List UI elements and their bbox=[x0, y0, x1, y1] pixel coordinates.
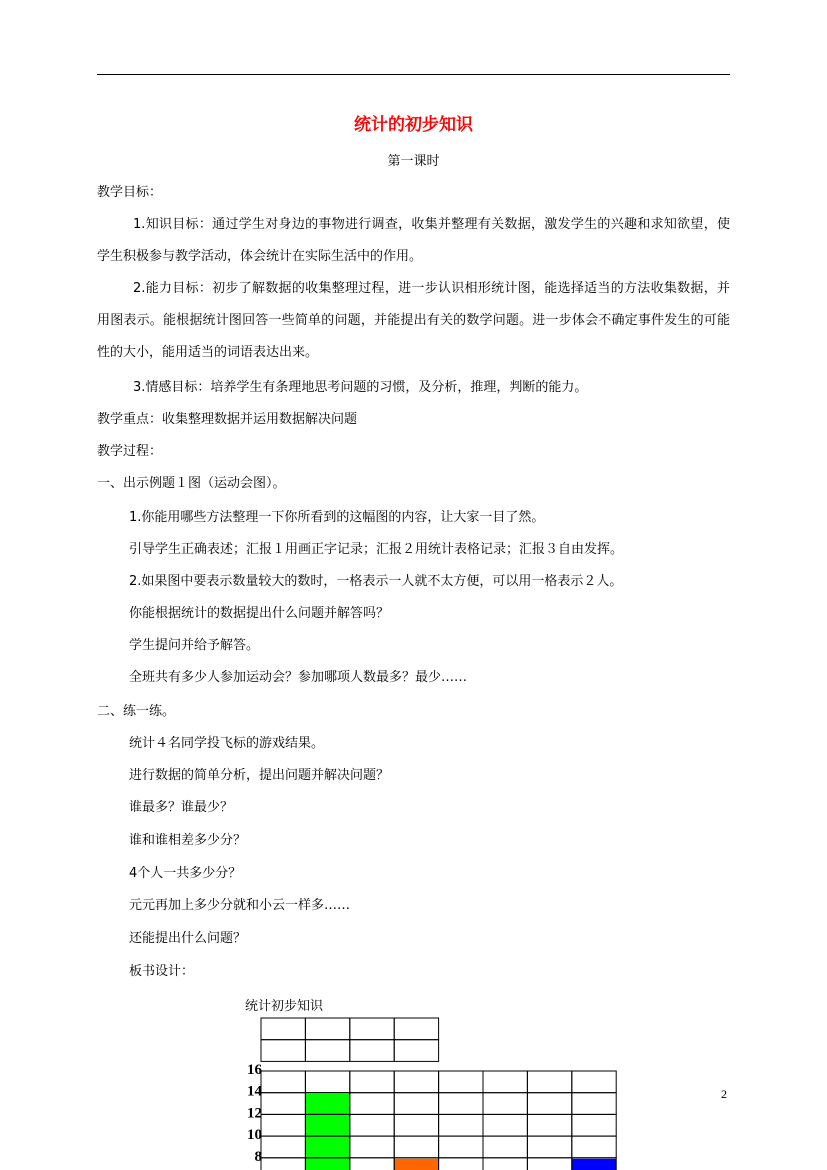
bar bbox=[394, 1159, 438, 1170]
grid-cell bbox=[305, 1071, 349, 1093]
grid-cell bbox=[572, 1114, 616, 1136]
grid-cell bbox=[394, 1093, 438, 1115]
grid-cell bbox=[394, 1071, 438, 1093]
grid-cell bbox=[439, 1114, 483, 1136]
section-2-line: 还能提出什么问题？ bbox=[129, 931, 247, 946]
goal-ability: 2.能力目标：初步了解数据的收集整理过程，进一步认识相形统计图，能选择适当的方法收集数据，并用图表示。能根据统计图回答一些简单的问题，并能提出有关的数学问题。进一步体会不确定事件发生的可能性的大小，能用适当的词语表达出来。 bbox=[97, 281, 730, 360]
process-heading: 教学过程： bbox=[97, 444, 163, 459]
grid-cell bbox=[261, 1136, 305, 1158]
grid-cell bbox=[527, 1158, 571, 1170]
header-cell bbox=[261, 1018, 305, 1040]
grid-cell bbox=[572, 1093, 616, 1115]
grid-cell bbox=[572, 1136, 616, 1158]
goals-heading: 教学目标： bbox=[97, 185, 163, 200]
header-cell bbox=[305, 1018, 349, 1040]
section-2-line: 进行数据的简单分析，提出问题并解决问题？ bbox=[129, 768, 390, 783]
grid-cell bbox=[527, 1136, 571, 1158]
section-1-heading: 一、出示例题１图（运动会图）。 bbox=[97, 476, 286, 491]
page-title: 统计的初步知识 bbox=[354, 115, 473, 135]
grid-cell bbox=[527, 1071, 571, 1093]
grid-cell bbox=[483, 1114, 527, 1136]
header-cell bbox=[350, 1018, 394, 1040]
header-cell bbox=[261, 1040, 305, 1062]
section-1-line: 引导学生正确表述；汇报１用画正字记录；汇报２用统计表格记录；汇报３自由发挥。 bbox=[129, 542, 624, 557]
chart-title: 统计初步知识 bbox=[245, 999, 324, 1014]
grid-cell bbox=[261, 1114, 305, 1136]
y-tick-label: 8 bbox=[254, 1148, 262, 1165]
header-cell bbox=[305, 1040, 349, 1062]
lesson-period: 第一课时 bbox=[387, 154, 440, 169]
grid-cell bbox=[350, 1071, 394, 1093]
key-point: 教学重点：收集整理数据并运用数据解决问题 bbox=[97, 412, 358, 427]
header-cell bbox=[394, 1018, 438, 1040]
goal-emotion: 3.情感目标：培养学生有条理地思考问题的习惯，及分析，推理，判断的能力。 bbox=[133, 380, 588, 395]
goal-knowledge: 1.知识目标：通过学生对身边的事物进行调查，收集并整理有关数据，激发学生的兴趣和求知欲望，使学生积极参与教学活动，体会统计在实际生活中的作用。 bbox=[97, 217, 730, 264]
grid-cell bbox=[350, 1114, 394, 1136]
grid-cell bbox=[394, 1136, 438, 1158]
section-2-line: 4个人一共多少分？ bbox=[129, 866, 242, 881]
y-tick-label: 10 bbox=[247, 1127, 262, 1144]
section-1-line: 你能根据统计的数据提出什么问题并解答吗？ bbox=[129, 606, 390, 621]
bar bbox=[572, 1159, 616, 1170]
section-1-line: 1.你能用哪些方法整理一下你所看到的这幅图的内容，让大家一目了然。 bbox=[129, 510, 545, 525]
section-2-line: 元元再加上多少分就和小云一样多…… bbox=[129, 898, 351, 913]
section-2-line: 谁最多？谁最少？ bbox=[129, 800, 234, 815]
header-cell bbox=[394, 1040, 438, 1062]
section-1-line: 学生提问并给予解答。 bbox=[129, 638, 260, 653]
header-cell bbox=[350, 1040, 394, 1062]
grid-cell bbox=[483, 1136, 527, 1158]
grid-cell bbox=[350, 1158, 394, 1170]
grid-cell bbox=[483, 1158, 527, 1170]
section-2-line: 统计４名同学投飞标的游戏结果。 bbox=[129, 736, 325, 751]
grid-cell bbox=[527, 1093, 571, 1115]
y-tick-label: 14 bbox=[247, 1083, 262, 1100]
grid-cell bbox=[439, 1158, 483, 1170]
grid-cell bbox=[483, 1071, 527, 1093]
bar bbox=[305, 1094, 349, 1170]
grid-cell bbox=[394, 1114, 438, 1136]
grid-cell bbox=[572, 1071, 616, 1093]
grid-cell bbox=[527, 1114, 571, 1136]
section-2-heading: 二、练一练。 bbox=[97, 704, 176, 719]
section-1-line: 全班共有多少人参加运动会？参加哪项人数最多？最少…… bbox=[129, 670, 468, 685]
grid-cell bbox=[483, 1093, 527, 1115]
page-number: 2 bbox=[721, 1087, 727, 1101]
grid-cell bbox=[350, 1136, 394, 1158]
y-tick-label: 16 bbox=[247, 1062, 262, 1078]
grid-cell bbox=[261, 1158, 305, 1170]
y-tick-label: 12 bbox=[247, 1105, 262, 1122]
grid-cell bbox=[261, 1071, 305, 1093]
grid-cell bbox=[439, 1071, 483, 1093]
section-2-line: 谁和谁相差多少分？ bbox=[129, 833, 247, 848]
grid-cell bbox=[261, 1093, 305, 1115]
grid-cell bbox=[350, 1093, 394, 1115]
section-2-line: 板书设计： bbox=[129, 964, 195, 979]
grid-cell bbox=[439, 1136, 483, 1158]
section-1-line: 2.如果图中要表示数量较大的数时，一格表示一人就不太方便，可以用一格表示２人。 bbox=[129, 574, 623, 589]
grid-cell bbox=[439, 1093, 483, 1115]
